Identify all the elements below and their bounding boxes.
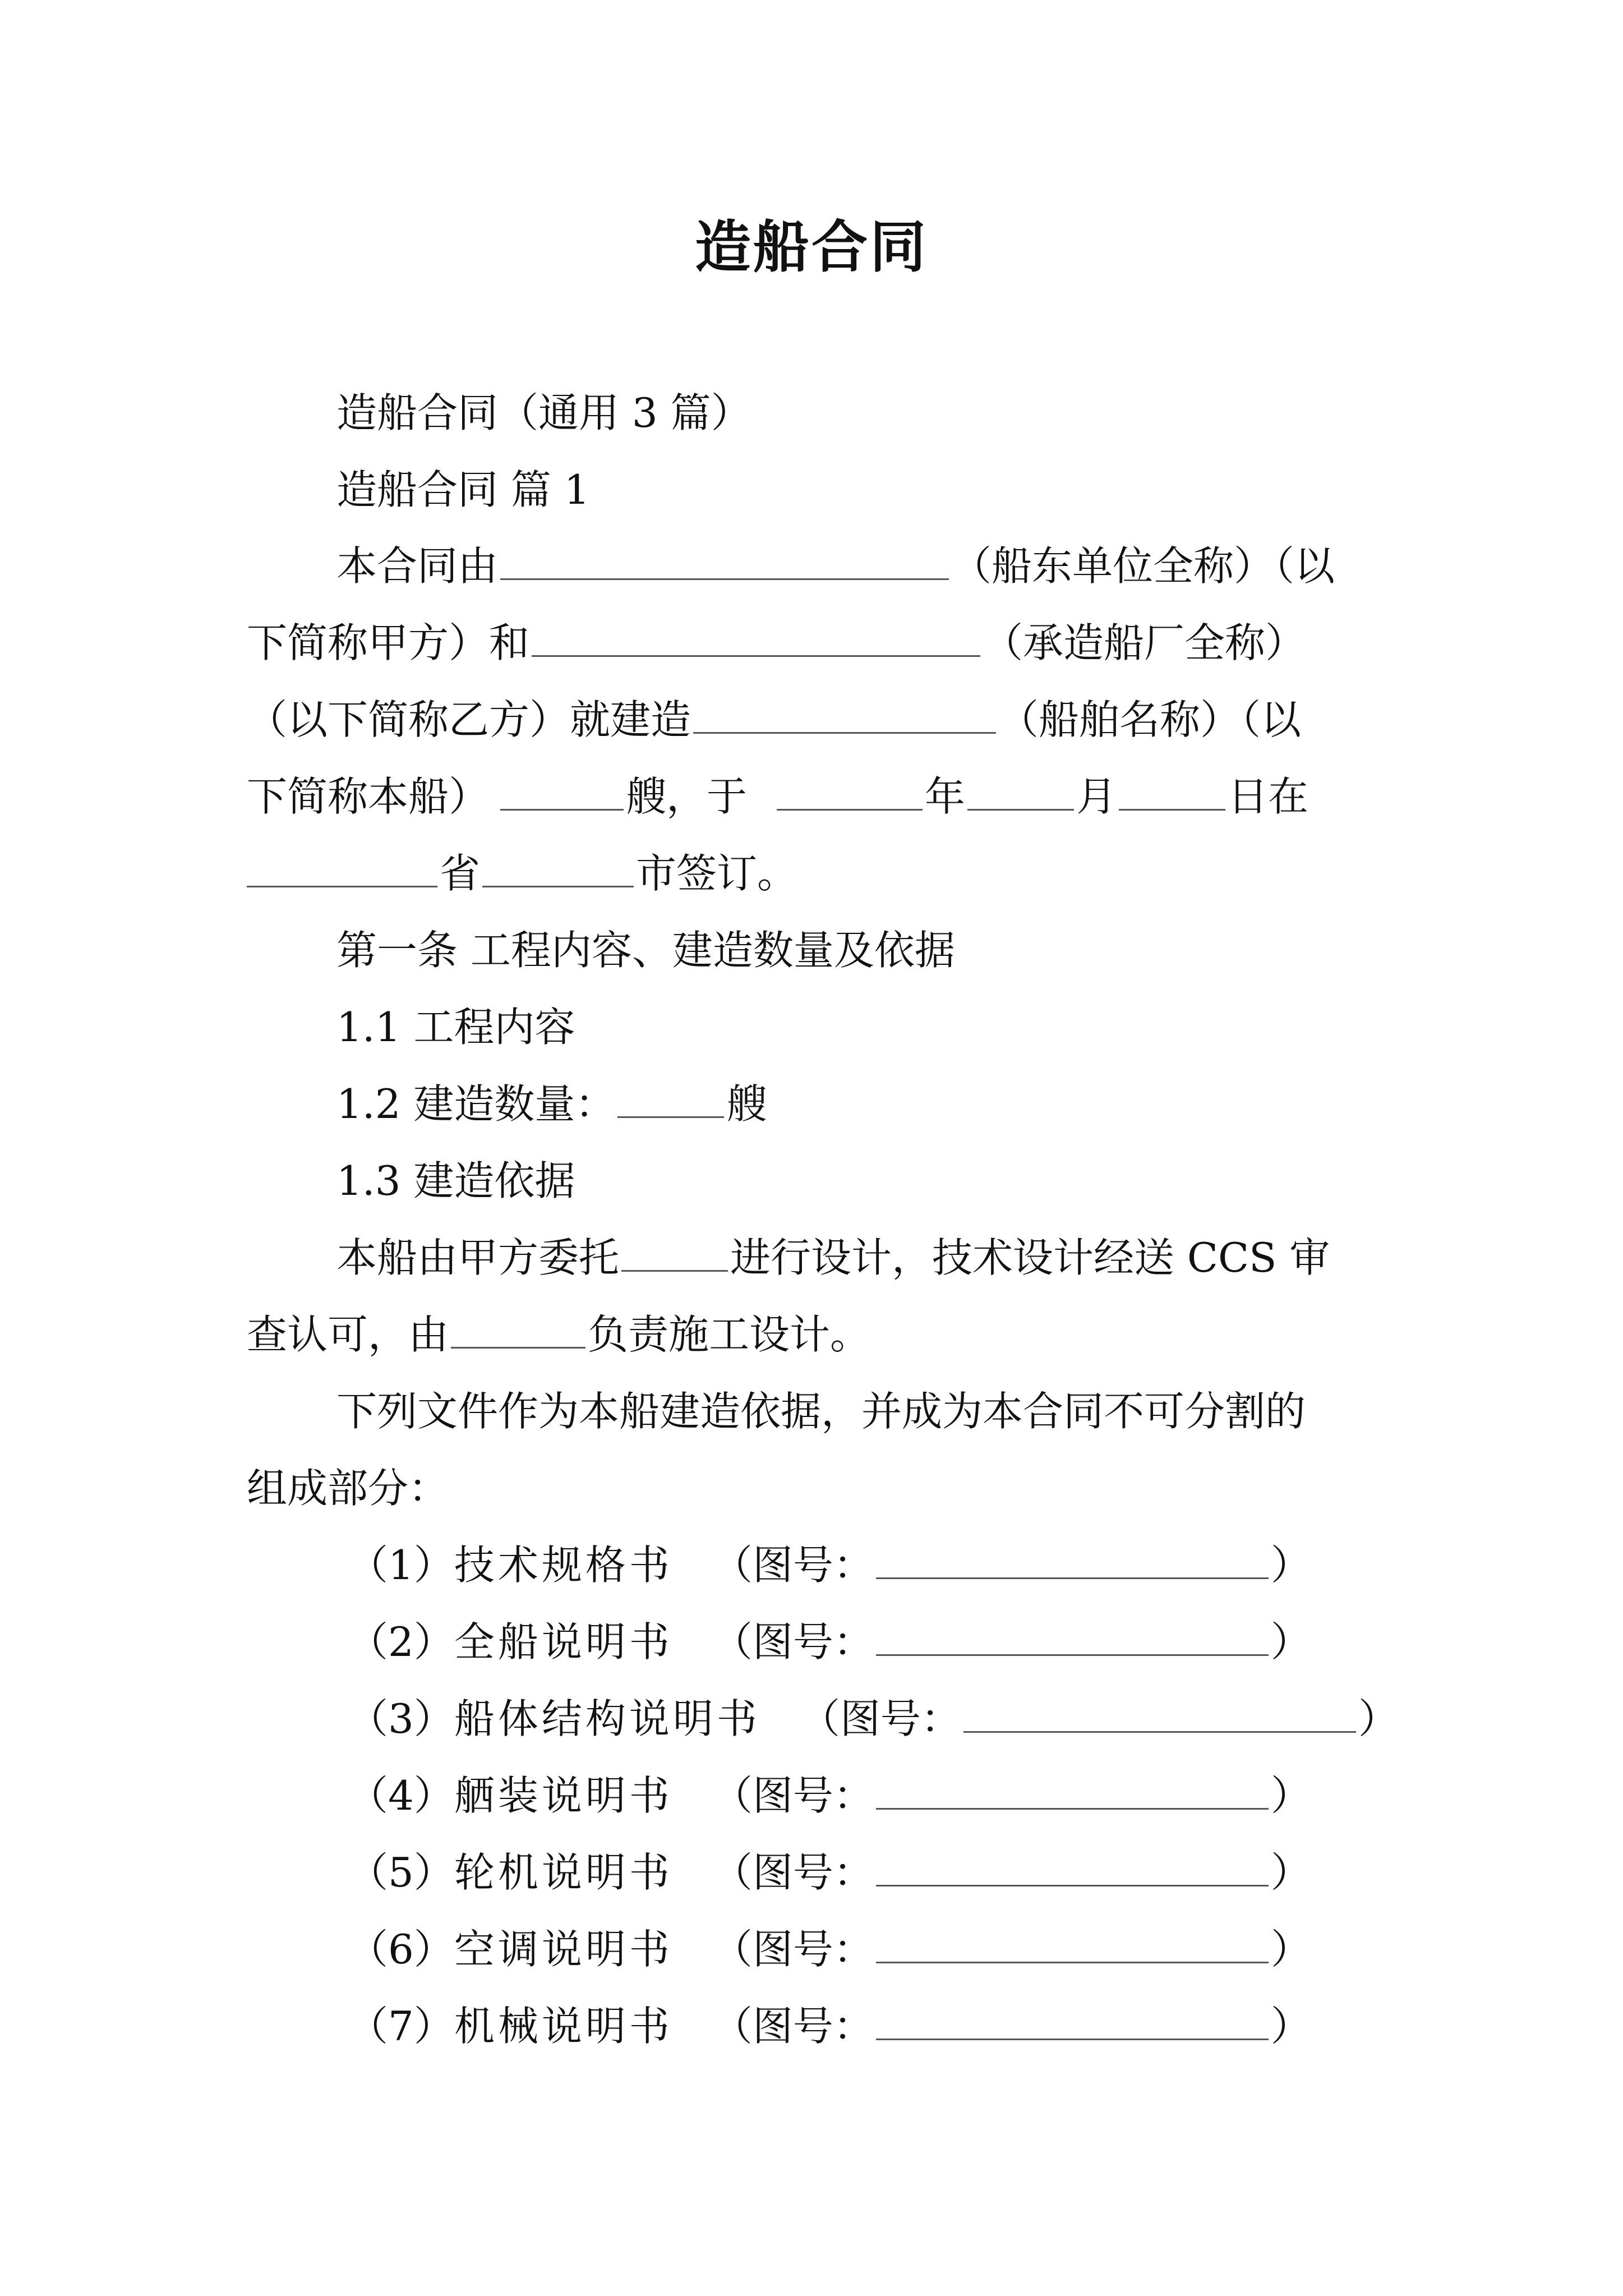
- clause-1-2: [336, 1080, 767, 1128]
- intro-text: （以下简称乙方）就建造: [247, 696, 691, 743]
- ship-name-blank[interactable]: [693, 700, 996, 734]
- drawing-number-blank[interactable]: [876, 1929, 1269, 1963]
- design-text: 进行设计，技术设计经送 CCS 审: [730, 1234, 1330, 1281]
- documents-intro-line-1: 下列文件作为本船建造依据，并成为本合同不可分割的: [336, 1388, 1306, 1435]
- year-blank[interactable]: [777, 776, 923, 811]
- intro-text: 市签订。: [636, 850, 798, 897]
- drawing-number-blank[interactable]: [876, 1852, 1269, 1887]
- province-blank[interactable]: [247, 853, 437, 887]
- month-blank[interactable]: [967, 776, 1074, 811]
- intro-text: （承造船厂全称）: [983, 619, 1306, 666]
- construction-designer-blank[interactable]: [451, 1314, 585, 1349]
- drawing-number-label: （图号：: [712, 1618, 874, 1665]
- document-name: 舾装说明书: [454, 1772, 673, 1819]
- intro-text: 下简称本船）: [247, 773, 490, 820]
- page-title: 造船合同: [695, 214, 928, 280]
- intro-text: 艘，于: [626, 773, 748, 820]
- drawing-number-close: ）: [1358, 1695, 1399, 1742]
- shipyard-name-blank[interactable]: [532, 623, 980, 657]
- document-number: （3）: [348, 1695, 454, 1742]
- drawing-number-blank[interactable]: [876, 1775, 1269, 1810]
- drawing-number-close: ）: [1270, 1926, 1311, 1973]
- documents-intro-line-2: 组成部分：: [247, 1465, 449, 1512]
- drawing-number-label: （图号：: [712, 1926, 874, 1973]
- document-name: 技术规格书: [454, 1542, 673, 1589]
- intro-line-2: [247, 619, 1306, 666]
- drawing-number-label: （图号：: [712, 1772, 874, 1819]
- intro-text: （船东单位全称）（以: [951, 542, 1335, 590]
- document-name: 全船说明书: [454, 1618, 673, 1665]
- document-name: 轮机说明书: [454, 1849, 673, 1896]
- document-item: [348, 1695, 1399, 1742]
- clause-text: 艘: [726, 1080, 767, 1128]
- document-name: 机械说明书: [454, 2003, 673, 2050]
- document-item: [348, 1926, 1311, 1973]
- intro-text: 日在: [1227, 773, 1308, 820]
- drawing-number-label: （图号：: [712, 1849, 874, 1896]
- drawing-number-close: ）: [1270, 1542, 1311, 1589]
- document-number: （7）: [348, 2003, 454, 2050]
- drawing-number-label: （图号：: [799, 1695, 961, 1742]
- document-number: （1）: [348, 1542, 454, 1589]
- design-text: 查认可，由: [247, 1311, 449, 1358]
- drawing-number-blank[interactable]: [963, 1699, 1356, 1733]
- clause-text: 1.2 建造数量：: [336, 1080, 616, 1128]
- drawing-number-close: ）: [1270, 2003, 1311, 2050]
- intro-line-3: [247, 696, 1302, 743]
- document-subtitle: 造船合同（通用 3 篇）: [336, 389, 751, 436]
- document-item: [348, 1849, 1311, 1896]
- intro-line-5: [247, 850, 798, 897]
- clause-1-1: 1.1 工程内容: [336, 1004, 575, 1051]
- ship-count-blank[interactable]: [500, 776, 624, 811]
- document-name: 船体结构说明书: [454, 1695, 760, 1742]
- drawing-number-close: ）: [1270, 1849, 1311, 1896]
- drawing-number-blank[interactable]: [876, 1545, 1269, 1579]
- intro-text: 下简称甲方）和: [247, 619, 530, 666]
- document-number: （5）: [348, 1849, 454, 1896]
- design-text: 负责施工设计。: [588, 1311, 871, 1358]
- design-line-2: [247, 1311, 871, 1358]
- document-number: （6）: [348, 1926, 454, 1973]
- intro-line-1: [336, 542, 1335, 590]
- document-item: [348, 1772, 1311, 1819]
- document-item: [348, 1618, 1311, 1665]
- clause-1-3: 1.3 建造依据: [336, 1157, 575, 1204]
- document-item: [348, 1542, 1311, 1589]
- intro-text: 省: [440, 850, 481, 897]
- city-blank[interactable]: [482, 853, 634, 887]
- design-text: 本船由甲方委托: [336, 1234, 620, 1281]
- document-number: （2）: [348, 1618, 454, 1665]
- drawing-number-blank[interactable]: [876, 1622, 1269, 1656]
- drawing-number-label: （图号：: [712, 1542, 874, 1589]
- drawing-number-label: （图号：: [712, 2003, 874, 2050]
- intro-text: 年: [924, 773, 965, 820]
- intro-text: （船舶名称）（以: [998, 696, 1302, 743]
- document-name: 空调说明书: [454, 1926, 673, 1973]
- drawing-number-close: ）: [1270, 1772, 1311, 1819]
- intro-line-4: [247, 773, 1308, 820]
- build-quantity-blank[interactable]: [617, 1084, 724, 1118]
- document-item: [348, 2003, 1311, 2050]
- drawing-number-close: ）: [1270, 1618, 1311, 1665]
- drawing-number-blank[interactable]: [876, 2006, 1269, 2040]
- intro-text: 本合同由: [336, 542, 499, 590]
- section-heading: 造船合同 篇 1: [336, 466, 590, 513]
- document-number: （4）: [348, 1772, 454, 1819]
- day-blank[interactable]: [1119, 776, 1225, 811]
- shipowner-name-blank[interactable]: [500, 546, 949, 580]
- designer-blank[interactable]: [621, 1237, 728, 1272]
- article-1-heading: 第一条 工程内容、建造数量及依据: [336, 927, 955, 974]
- intro-text: 月: [1076, 773, 1117, 820]
- design-line-1: [336, 1234, 1330, 1281]
